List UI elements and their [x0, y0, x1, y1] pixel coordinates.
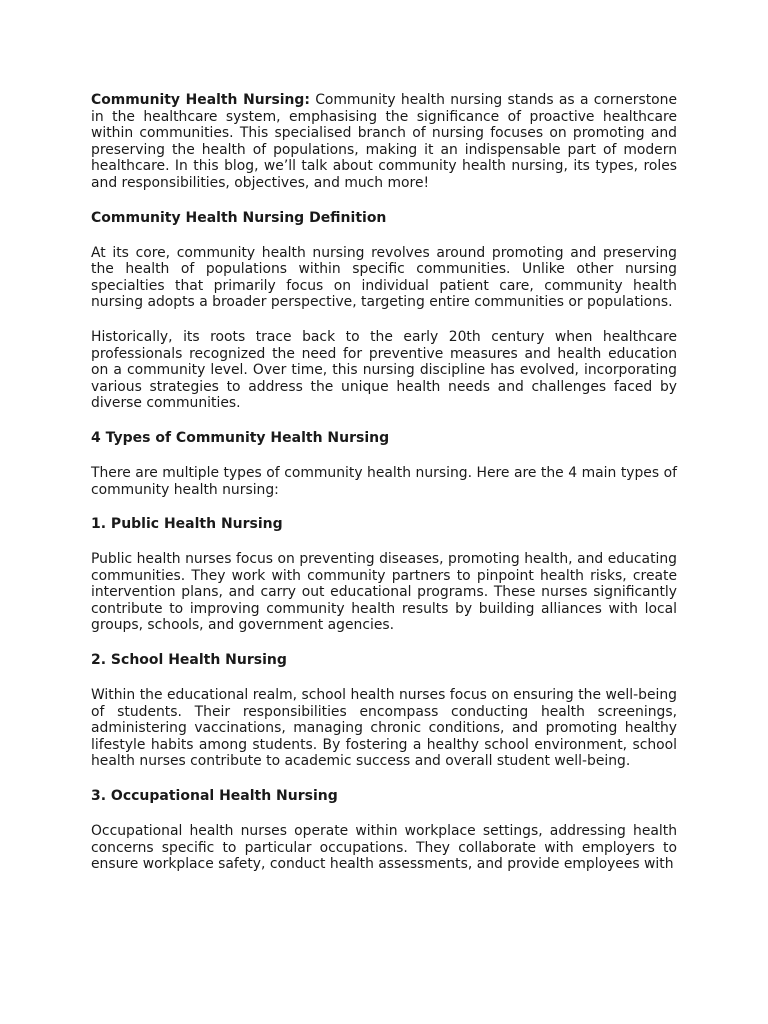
school-health-paragraph: Within the educational realm, school health nurses focus on ensuring the well-being of students. Their responsibilities encompass conducting health screenings, administering vaccinations, managing chronic conditions, and promoting healthy lifestyle habits among students. By fostering a healthy school environment, school health nurses contribute to academic success and overall student well-being. — [91, 687, 677, 770]
section-heading-public-health: 1. Public Health Nursing — [91, 516, 283, 533]
section-heading-types: 4 Types of Community Health Nursing — [91, 429, 390, 446]
definition-paragraph-1: At its core, community health nursing revolves around promoting and preserving the health of populations within specific communities. Unlike other nursing specialties that primarily focus on individual patient care, community health nursing adopts a broader perspective, targeting entire communities or populations. — [91, 244, 677, 311]
intro-paragraph — [91, 92, 677, 192]
intro-text: Community health nursing stands as a cornerstone in the healthcare system, emphasising the significance of proactive healthcare within communities. This specialised branch of nursing focuses on promoting and preserving the health of populations, making it an indispensable part of modern healthcare. In this blog, we’ll talk about community health nursing, its types, roles and responsibilities, objectives, and much more! — [91, 92, 677, 191]
section-heading-school-health: 2. School Health Nursing — [91, 652, 287, 669]
definition-paragraph-2: Historically, its roots trace back to the early 20th century when healthcare professionals recognized the need for preventive measures and health education on a community level. Over time, this nursing discipline has evolved, incorporating various strategies to address the unique health needs and challenges faced by diverse communities. — [91, 328, 677, 412]
public-health-paragraph: Public health nurses focus on preventing diseases, promoting health, and educating communities. They work with community partners to pinpoint health risks, create intervention plans, and carry out educational programs. These nurses significantly contribute to improving community health results by building alliances with local groups, schools, and government agencies. — [91, 551, 677, 634]
intro-lead: Community Health Nursing: — [91, 92, 310, 108]
document-page — [91, 92, 677, 873]
occupational-health-paragraph: Occupational health nurses operate within workplace settings, addressing health concerns specific to particular occupations. They collaborate with employers to ensure workplace safety, conduct health assessments, and provide employees with — [91, 823, 677, 873]
section-heading-occupational-health: 3. Occupational Health Nursing — [91, 788, 338, 805]
section-heading-definition: Community Health Nursing Definition — [91, 209, 387, 226]
types-paragraph: There are multiple types of community health nursing. Here are the 4 main types of community health nursing: — [91, 464, 677, 498]
